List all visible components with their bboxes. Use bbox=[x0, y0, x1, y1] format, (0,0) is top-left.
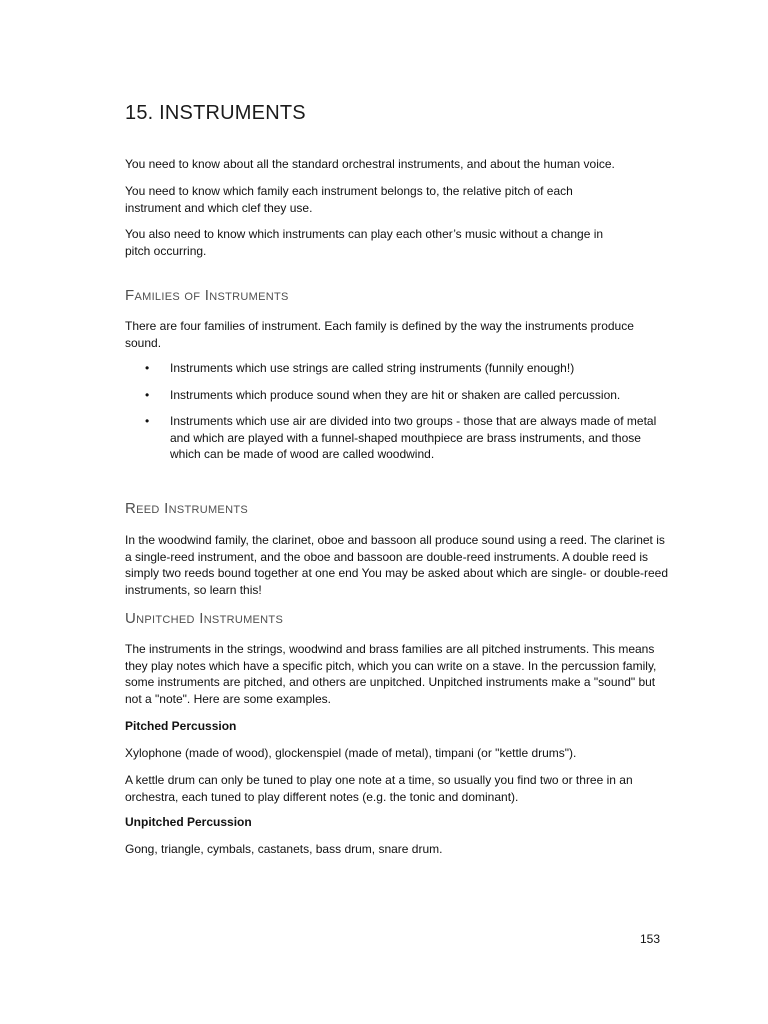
section-heading-reed: Reed Instruments bbox=[125, 500, 248, 517]
section-heading-families: Families of Instruments bbox=[125, 287, 289, 304]
families-bullet-list bbox=[125, 360, 670, 463]
bullet-marker: • bbox=[145, 414, 150, 428]
unpitched-percussion-label: Unpitched Percussion bbox=[125, 815, 252, 829]
bullet-text: Instruments which produce sound when they are hit or shaken are called percussion. bbox=[170, 387, 621, 402]
unpitched-paragraph: The instruments in the strings, woodwind and brass families are all pitched instruments. This means they play notes which have a specific pitch, which you can write on a stave. In the percussion family, some instruments are pitched, and others are unpitched. Unpitched instruments make a "sound" but not a "note". Here are some examples. bbox=[125, 642, 657, 706]
section-heading-unpitched: Unpitched Instruments bbox=[125, 610, 284, 627]
pitched-percussion-list: Xylophone (made of wood), glockenspiel (made of metal), timpani (or "kettle drums"). bbox=[125, 746, 577, 760]
intro-paragraph-1: You need to know about all the standard orchestral instruments, and about the human voice. bbox=[125, 157, 615, 171]
families-paragraph: There are four families of instrument. Each family is defined by the way the instruments produce sound. bbox=[125, 319, 634, 350]
kettle-drum-paragraph: A kettle drum can only be tuned to play one note at a time, so usually you find two or three in an orchestra, each tuned to play different notes (e.g. the tonic and dominant). bbox=[125, 773, 633, 804]
intro-paragraph-3: You also need to know which instruments can play each other’s music without a change in pitch occurring. bbox=[125, 227, 604, 258]
bullet-marker: • bbox=[145, 361, 150, 375]
pitched-percussion-label: Pitched Percussion bbox=[125, 719, 237, 733]
list-item bbox=[125, 387, 670, 404]
list-item bbox=[125, 413, 670, 463]
reed-paragraph: In the woodwind family, the clarinet, oboe and bassoon all produce sound using a reed. The clarinet is a single-reed instrument, and the oboe and bassoon are double-reed instruments. A double reed is simply two reeds bound together at one end You may be asked about which are single- or double-reed instruments, so learn this! bbox=[125, 533, 669, 597]
bullet-marker: • bbox=[145, 387, 150, 402]
page-number: 153 bbox=[640, 932, 661, 946]
unpitched-percussion-list: Gong, triangle, cymbals, castanets, bass drum, snare drum. bbox=[125, 842, 443, 856]
list-item bbox=[125, 360, 670, 377]
intro-paragraph-2: You need to know which family each instrument belongs to, the relative pitch of each instrument and which clef they use. bbox=[125, 184, 573, 215]
page-title: 15. INSTRUMENTS bbox=[125, 102, 306, 124]
bullet-text: Instruments which use air are divided into two groups - those that are always made of metal and which are played with a funnel-shaped mouthpiece are brass instruments, and those which can be made of wood are called woodwind. bbox=[170, 414, 657, 461]
bullet-text: Instruments which use strings are called string instruments (funnily enough!) bbox=[170, 361, 575, 375]
